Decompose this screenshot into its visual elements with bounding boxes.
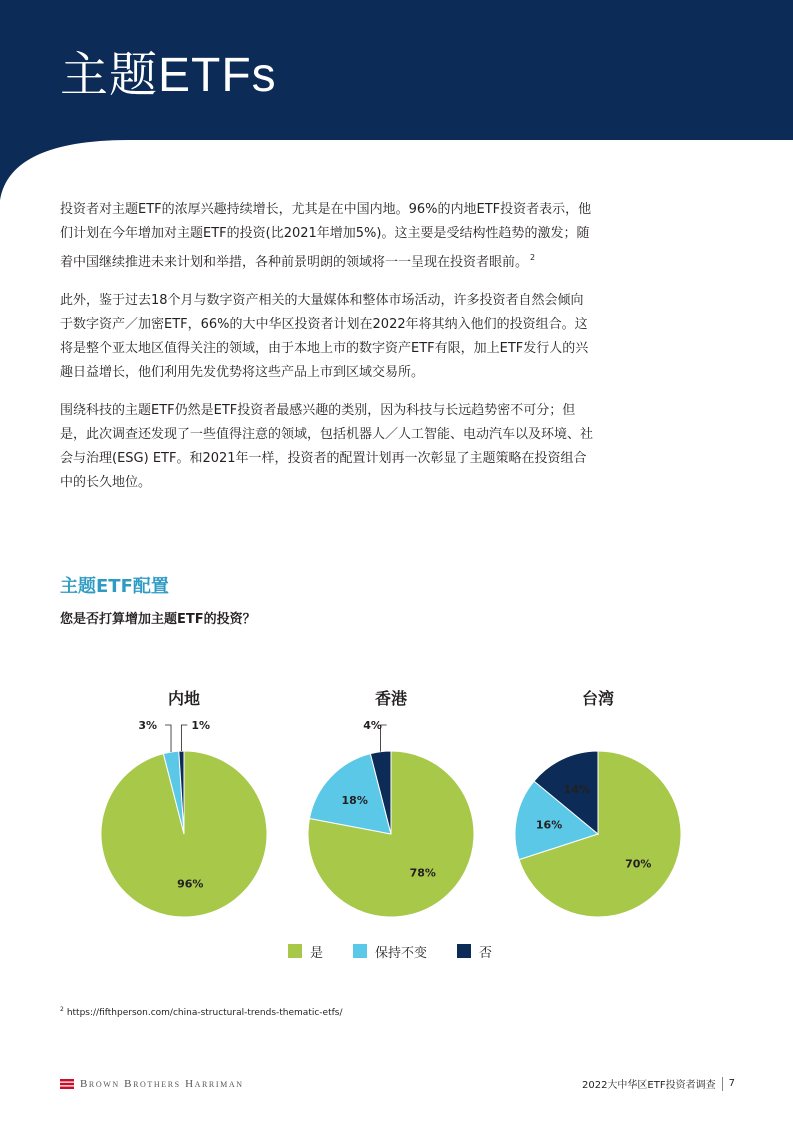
paragraph-1 [60,198,595,275]
legend-item [288,942,323,961]
report-title: 2022大中华区ETF投资者调查 [581,1080,716,1091]
pie-label: 16% [535,818,563,832]
legend-swatch [353,944,367,958]
brand-logo [60,1078,244,1090]
legend-label: 保持不变 [375,945,428,961]
footnote [60,1006,343,1018]
pie-label: 3% [138,719,158,732]
brand-name: Brown Brothers Harriman [80,1078,244,1090]
body-text [60,198,595,509]
legend-swatch [288,944,302,958]
legend-label: 否 [479,945,493,961]
pie-label: 96% [177,877,204,891]
page-title: 主题ETFs [60,49,277,102]
legend-item [353,942,427,961]
pie-label: 70% [625,857,652,871]
chart-legend [288,940,522,962]
footnote-url[interactable]: https://fifthperson.com/china-structural-trends-thematic-etfs/ [66,1008,343,1018]
pie-label: 78% [409,866,436,880]
pie-leader-line [181,725,187,751]
pie-label: 1% [191,719,211,732]
section-heading: 主题ETF配置 [60,576,169,597]
pie-charts [0,670,793,930]
footer-info [582,1076,735,1091]
pie-title: 香港 [374,689,408,708]
pie-title: 台湾 [581,689,615,708]
paragraph-1-text: 投资者对主题ETF的浓厚兴趣持续增长，尤其是在中国内地。96%的内地ETF投资者表示，他们计划在今年增加对主题ETF的投资(比2021年增加5%)。这主要是受结构性趋势的激发；随着中国继续推进未来计划和举措，各种前景明朗的领域将一一呈现在投资者眼前。 [60,202,592,270]
paragraph-3: 围绕科技的主题ETF仍然是ETF投资者最感兴趣的类别，因为科技与长远趋势密不可分；但是，此次调查还发现了一些值得注意的领域，包括机器人／人工智能、电动汽车以及环境、社会与治理(ESG) ETF。和2021年一样，投资者的配置计划再一次彰显了主题策略在投资组合中的长久地位。 [60,403,594,490]
survey-question: 您是否打算增加主题ETF的投资？ [60,612,256,627]
paragraph-2: 此外，鉴于过去18个月与数字资产相关的大量媒体和整体市场活动，许多投资者自然会倾向于数字资产／加密ETF，66%的大中华区投资者计划在2022年将其纳入他们的投资组合。这将是整个亚太地区值得关注的领域，由于本地上市的数字资产ETF有限，加上ETF发行人的兴趣日益增长，他们利用先发优势将这些产品上市到区域交易所。 [60,293,589,380]
pie-title: 内地 [167,689,201,708]
brand-flag-icon [60,1079,74,1089]
footnote-number: 2 [60,1006,64,1013]
footnote-ref[interactable]: 2 [530,253,536,262]
pie-label: 18% [341,793,368,807]
legend-item [457,942,492,961]
legend-swatch [457,944,471,958]
page-number: 7 [728,1078,735,1089]
pie-label: 4% [363,719,382,732]
legend-label: 是 [310,945,324,961]
footer-divider [722,1077,723,1091]
pie-label: 14% [563,782,590,796]
pie-leader-line [165,725,171,752]
